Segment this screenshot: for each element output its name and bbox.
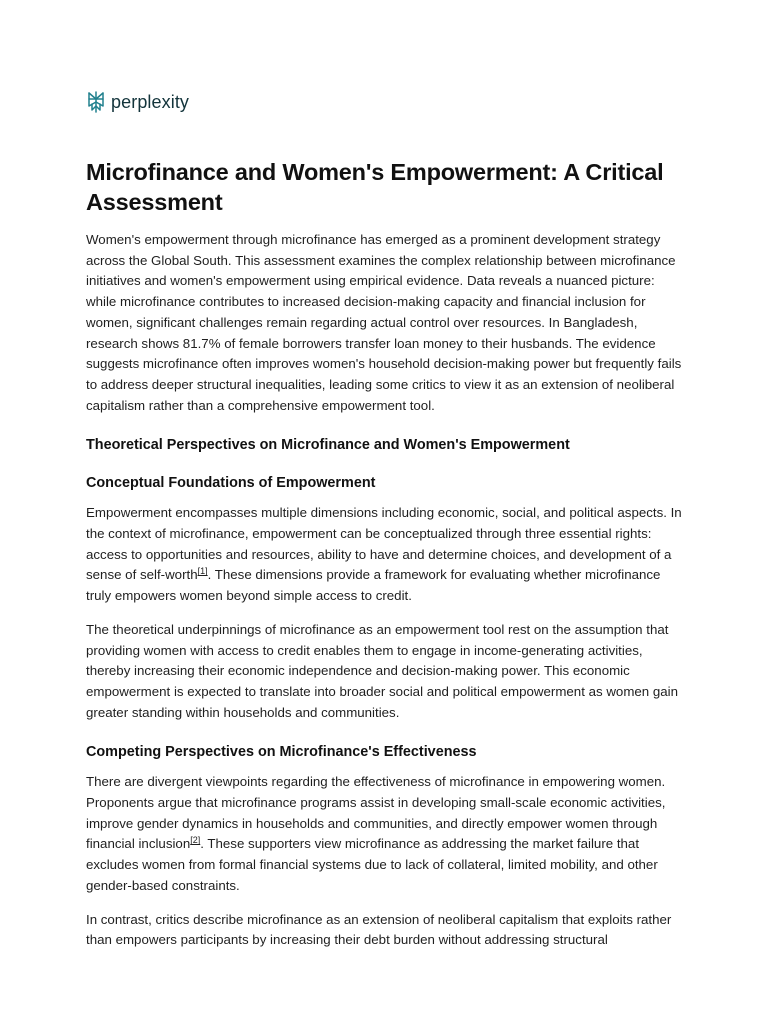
paragraph-competing-2: In contrast, critics describe microfinance as an extension of neoliberal capitalism that exploits rather than empowers participants by increasing their debt burden without addressing structural — [86, 911, 672, 948]
subsection-heading-competing: Competing Perspectives on Microfinance's Effectiveness — [86, 744, 477, 761]
paragraph-text: There are divergent viewpoints regarding the effectiveness of microfinance in empowering women. Proponents argue that microfinance programs assist in developing small-scale economic activities, improve gender dynamics in households and communities, and directly empower women through financial inclusion — [86, 774, 666, 852]
paragraph-text: Empowerment encompasses multiple dimensions including economic, social, and political aspects. In the context of microfinance, empowerment can be conceptualized through three essential rights: access to opportunities and resources, ability to have and determine choices, and development of a sense of self-worth — [86, 505, 682, 583]
citation-link-1[interactable]: [1] — [197, 566, 208, 577]
subsection-heading-conceptual: Conceptual Foundations of Empowerment — [86, 475, 376, 492]
brand-name: perplexity — [111, 92, 190, 112]
citation-link-2[interactable]: [2] — [190, 835, 201, 846]
perplexity-logo-icon — [86, 91, 106, 113]
intro-paragraph: Women's empowerment through microfinance has emerged as a prominent development strategy across the Global South. This assessment examines the complex relationship between microfinance initiatives and women's empowerment using empirical evidence. Data reveals a nuanced picture: while microfinance contributes to increased decision-making capacity and financial inclusion for women, significant challenges remain regarding actual control over resources. In Bangladesh, research shows 81.7% of female borrowers transfer loan money to their husbands. The evidence suggests microfinance often improves women's household decision-making power but frequently fails to address deeper structural inequalities, leading some critics to view it as an extension of neoliberal capitalism rather than a comprehensive empowerment tool. — [86, 232, 682, 413]
paragraph-competing-1 — [86, 772, 688, 896]
section-heading-theoretical: Theoretical Perspectives on Microfinance and Women's Empowerment — [86, 437, 570, 454]
paragraph-conceptual-1 — [86, 503, 688, 607]
paragraph-text: . These supporters view microfinance as addressing the market failure that excludes women from formal financial systems due to lack of collateral, limited mobility, and other gender-based constraints. — [86, 836, 658, 893]
paragraph-text: . These dimensions provide a framework for evaluating whether microfinance truly empowers women beyond simple access to credit. — [86, 567, 661, 604]
document-body — [86, 230, 688, 964]
paragraph-conceptual-2: The theoretical underpinnings of microfinance as an empowerment tool rest on the assumption that providing women with access to credit enables them to engage in income-generating activities, thereby increasing their economic independence and decision-making power. This economic empowerment is expected to translate into broader social and political empowerment as women gain greater standing within households and communities. — [86, 621, 679, 720]
document-title: Microfinance and Women's Empowerment: A Critical Assessment — [86, 159, 664, 215]
perplexity-logo[interactable] — [86, 90, 189, 114]
